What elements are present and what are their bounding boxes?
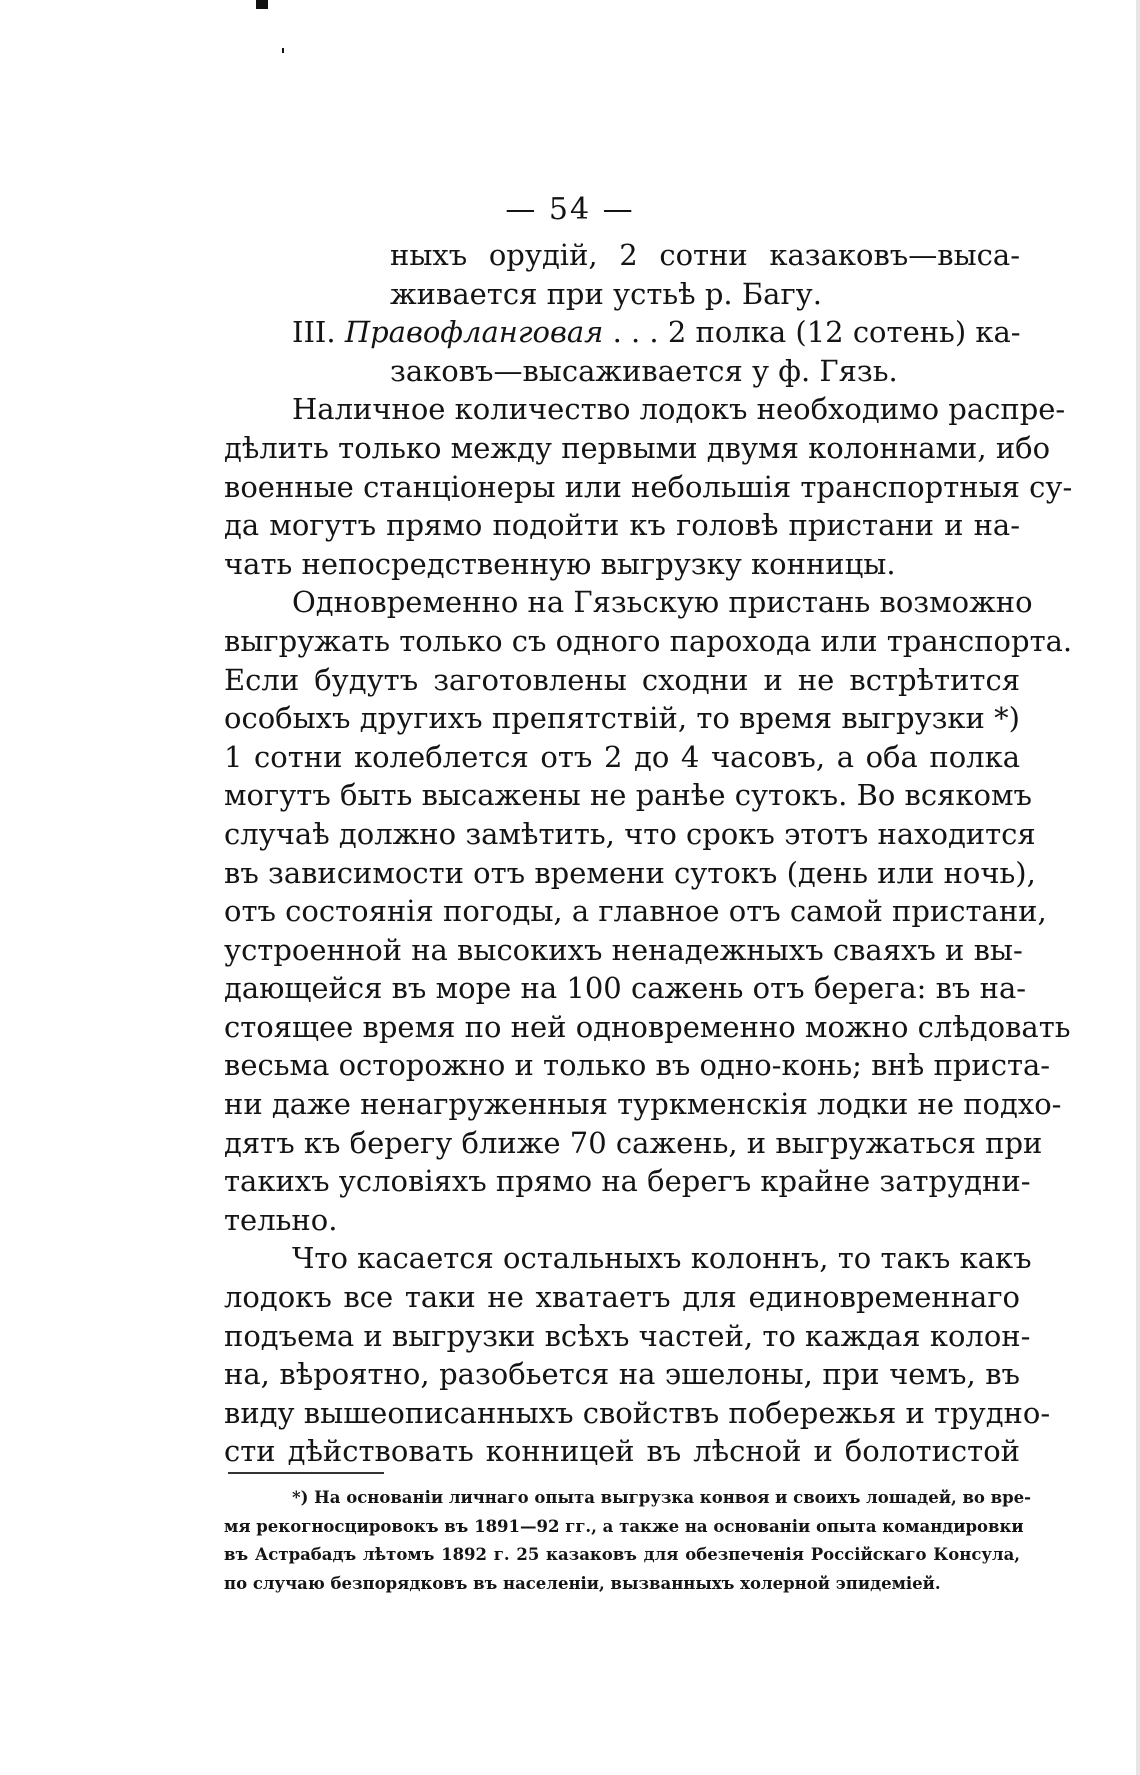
page-number: — 54 —: [505, 192, 635, 227]
text-line: на, вѣроятно, разобьется на эшелоны, при чемъ, въ: [224, 1357, 1020, 1392]
text-line: дающейся въ море на 100 сажень отъ берега: въ на-: [224, 971, 1027, 1006]
text-line: да могутъ прямо подойти къ головѣ пристани и на-: [224, 508, 1020, 543]
footnote-line: *) На основаніи личнаго опыта выгрузка конвоя и своихъ лошадей, во вре-: [292, 1488, 1032, 1507]
text-line: стоящее время по ней одновременно можно слѣдовать: [224, 1009, 1071, 1044]
text-line: ни даже ненагруженныя туркменскія лодки не подхо-: [224, 1087, 1062, 1122]
footnote-divider: [228, 1472, 384, 1474]
text-line: дѣлить только между первыми двумя колоннами, ибо: [224, 430, 1051, 465]
text-line: отъ состоянія погоды, а главное отъ самой пристани,: [224, 894, 1047, 929]
text-line: заковъ—высаживается у ф. Гязь.: [390, 353, 898, 388]
section-title: Правофланговая: [344, 315, 604, 350]
footnote-line: по случаю безпорядковъ въ населеніи, вызванныхъ холерной эпидеміей.: [224, 1573, 941, 1593]
text-line: [224, 313, 1020, 352]
text-line: дятъ къ берегу ближе 70 сажень, и выгружаться при: [224, 1125, 1043, 1160]
text-line: сти дѣйствовать конницей въ лѣсной и болотистой: [224, 1434, 1020, 1469]
text-line: такихъ условіяхъ прямо на берегъ крайне затрудни-: [224, 1164, 1031, 1199]
text-line: виду вышеописанныхъ свойствъ побережья и трудно-: [224, 1395, 1051, 1430]
text-line: тельно.: [224, 1202, 338, 1237]
text-line: подъема и выгрузки всѣхъ частей, то каждая колон-: [224, 1318, 1031, 1353]
text-line: лодокъ все таки не хватаетъ для единовременнаго: [224, 1280, 1020, 1315]
text-line: выгружать только съ одного парохода или транспорта.: [224, 623, 1073, 658]
text-line: 1 сотни колеблется отъ 2 до 4 часовъ, а оба полка: [224, 739, 1020, 774]
scan-mark: [256, 0, 268, 9]
text-line: военные станціонеры или небольшія транспортныя су-: [224, 469, 1073, 504]
text-line: ныхъ орудій, 2 сотни казаковъ—высa-: [390, 238, 1020, 272]
text-line: устроенной на высокихъ ненадежныхъ сваяхъ и вы-: [224, 932, 1023, 967]
text-line: могутъ быть высажены не ранѣе сутокъ. Во всякомъ: [224, 778, 1033, 813]
text-line: весьма осторожно и только въ одно-конь; внѣ приста-: [224, 1048, 1051, 1083]
text-line: чать непосредственную выгрузку конницы.: [224, 546, 896, 581]
text-line: Если будутъ заготовлены сходни и не встрѣтится: [224, 662, 1020, 697]
section-numeral: III.: [292, 315, 336, 350]
text-line: Одновременно на Гязьскую пристань возможно: [292, 585, 1033, 620]
section-detail: . . . 2 полка (12 сотень) ка-: [612, 315, 1021, 350]
footnote-line: въ Астрабадъ лѣтомъ 1892 г. 25 казаковъ для обезпеченія Россійскаго Консула,: [224, 1545, 1020, 1564]
text-line: Что касается остальныхъ колоннъ, то такъ какъ: [292, 1241, 1032, 1276]
body-text: [224, 236, 1073, 1471]
text-line: живается при устьѣ р. Багу.: [390, 276, 822, 311]
footnote-line: мя рекогносцировокъ въ 1891—92 гг., а также на основаніи опыта командировки: [224, 1516, 1024, 1536]
footnote: [224, 1484, 1032, 1598]
text-line: случаѣ должно замѣтить, что срокъ этотъ находится: [224, 816, 1036, 851]
page-edge: [1136, 0, 1140, 1775]
text-line: въ зависимости отъ времени сутокъ (день или ночь),: [224, 855, 1036, 890]
text-line: особыхъ другихъ препятствій, то время выгрузки *): [224, 701, 1020, 736]
text-line: Наличное количество лодокъ необходимо распре-: [292, 392, 1066, 427]
scan-speck: [282, 48, 284, 53]
